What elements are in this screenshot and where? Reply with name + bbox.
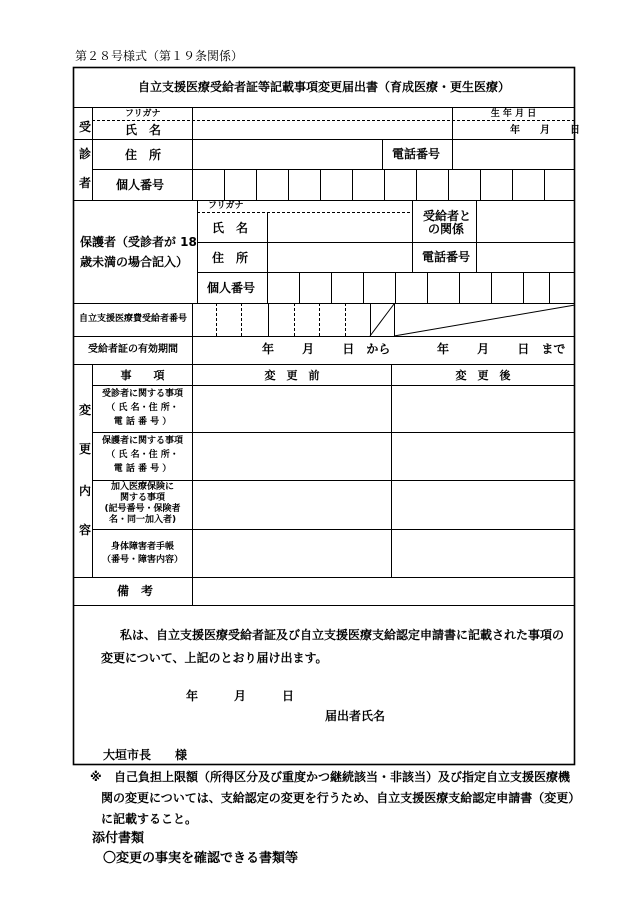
patient-birth-date: 年 月 日 xyxy=(510,125,580,136)
form-title: 自立支援医療受給者証等記載事項変更届出書（育成医療・更生医療） xyxy=(137,80,510,94)
column-after-header: 変 更 後 xyxy=(455,369,511,382)
change-section-char-2: 更 xyxy=(79,442,92,456)
signer-name-field[interactable] xyxy=(395,705,565,727)
guardian-mynumber-label: 個人番号 xyxy=(207,281,256,295)
patient-section-char-2: 診 xyxy=(79,147,92,161)
patient-address-field[interactable] xyxy=(193,140,382,169)
remarks-label: 備 考 xyxy=(117,584,154,598)
guardian-phone-label: 電話番号 xyxy=(422,250,471,264)
column-before-header: 変 更 前 xyxy=(264,369,320,382)
guardian-section-label-1: 保護者（受診者が 18 xyxy=(80,235,197,249)
change-row-1-line-3: 電 話 番 号 ） xyxy=(113,417,172,427)
change-row-3-line-2: 関する事項 xyxy=(119,493,165,503)
patient-section-char-1: 受 xyxy=(79,120,92,134)
change-row-1-before-field[interactable] xyxy=(193,386,391,432)
change-row-2-after-field[interactable] xyxy=(392,433,574,480)
patient-phone-field[interactable] xyxy=(453,140,574,169)
change-row-2-line-3: 電 話 番 号 ） xyxy=(113,464,172,474)
note-line-3: に記載すること。 xyxy=(101,812,198,826)
note-line-2: 関の変更については、支給認定の変更を行うため、自立支援医療支給認定申請書（変更） xyxy=(101,791,581,805)
patient-phone-label: 電話番号 xyxy=(392,147,441,161)
patient-address-label: 住 所 xyxy=(125,148,162,162)
patient-mynumber-label: 個人番号 xyxy=(116,178,165,192)
patient-birth-label: 生 年 月 日 xyxy=(490,109,537,119)
change-row-1-line-2: （ 氏 名・住 所・ xyxy=(106,403,179,413)
remarks-field[interactable] xyxy=(193,578,574,605)
change-section-char-1: 変 xyxy=(79,403,92,417)
guardian-section-label-2: 歳未満の場合記入） xyxy=(80,255,189,269)
change-row-3-line-3: (記号番号・保険者 xyxy=(104,504,181,514)
note-line-1: 自己負担上限額（所得区分及び重度かつ継続該当・非該当）及び指定自立支援医療機 xyxy=(114,770,571,784)
change-row-4-line-2: （番号・障害内容） xyxy=(101,555,183,565)
addressee: 大垣市長 様 xyxy=(103,748,188,762)
change-section-char-3: 内 xyxy=(79,484,92,498)
change-row-1-after-field[interactable] xyxy=(392,386,574,432)
change-row-2-line-2: （ 氏 名・住 所・ xyxy=(106,450,179,460)
declaration-line-1: 私は、自立支援医療受給者証及び自立支援医療支給認定申請書に記載された事項の xyxy=(120,628,565,642)
change-row-2-line-1: 保護者に関する事項 xyxy=(101,436,183,446)
change-row-3-line-1: 加入医療保険に xyxy=(110,482,174,492)
attachments-heading: 添付書類 xyxy=(92,831,145,846)
patient-name-field[interactable] xyxy=(193,121,452,139)
signer-label: 届出者氏名 xyxy=(325,709,386,723)
patient-section-char-3: 者 xyxy=(79,176,92,190)
form-number: 第２８号様式（第１９条関係） xyxy=(75,49,244,63)
change-row-2-before-field[interactable] xyxy=(193,433,391,480)
change-section-char-4: 容 xyxy=(79,523,92,537)
declaration-date: 年 月 日 xyxy=(186,689,295,703)
guardian-furigana-label: フリガナ xyxy=(208,201,244,211)
change-row-1-line-1: 受診者に関する事項 xyxy=(101,389,183,399)
attachments-item: 〇変更の事実を確認できる書類等 xyxy=(103,851,299,866)
guardian-relation-label-2: の関係 xyxy=(428,222,465,236)
note-mark: ※ xyxy=(90,770,102,784)
change-row-3-line-4: 名・同一加入者) xyxy=(108,515,177,525)
guardian-address-label: 住 所 xyxy=(212,251,249,265)
change-row-4-before-field[interactable] xyxy=(193,530,391,577)
declaration-line-2: 変更について、上記のとおり届け出ます。 xyxy=(101,651,328,665)
change-row-3-after-field[interactable] xyxy=(392,481,574,529)
patient-furigana-label: フリガナ xyxy=(125,109,161,119)
validity-from: 年 月 日 から xyxy=(262,342,391,356)
change-row-3-before-field[interactable] xyxy=(193,481,391,529)
patient-name-label: 氏 名 xyxy=(125,123,162,137)
change-row-4-after-field[interactable] xyxy=(392,530,574,577)
column-item-header: 事 項 xyxy=(120,369,165,382)
recipient-number-label: 自立支援医療費受給者番号 xyxy=(79,314,188,324)
change-row-4-line-1: 身体障害者手帳 xyxy=(110,542,174,552)
validity-label: 受給者証の有効期間 xyxy=(88,344,178,355)
validity-to: 年 月 日 まで xyxy=(437,342,566,356)
guardian-name-label: 氏 名 xyxy=(212,221,249,235)
guardian-relation-label-1: 受給者と xyxy=(423,209,472,223)
